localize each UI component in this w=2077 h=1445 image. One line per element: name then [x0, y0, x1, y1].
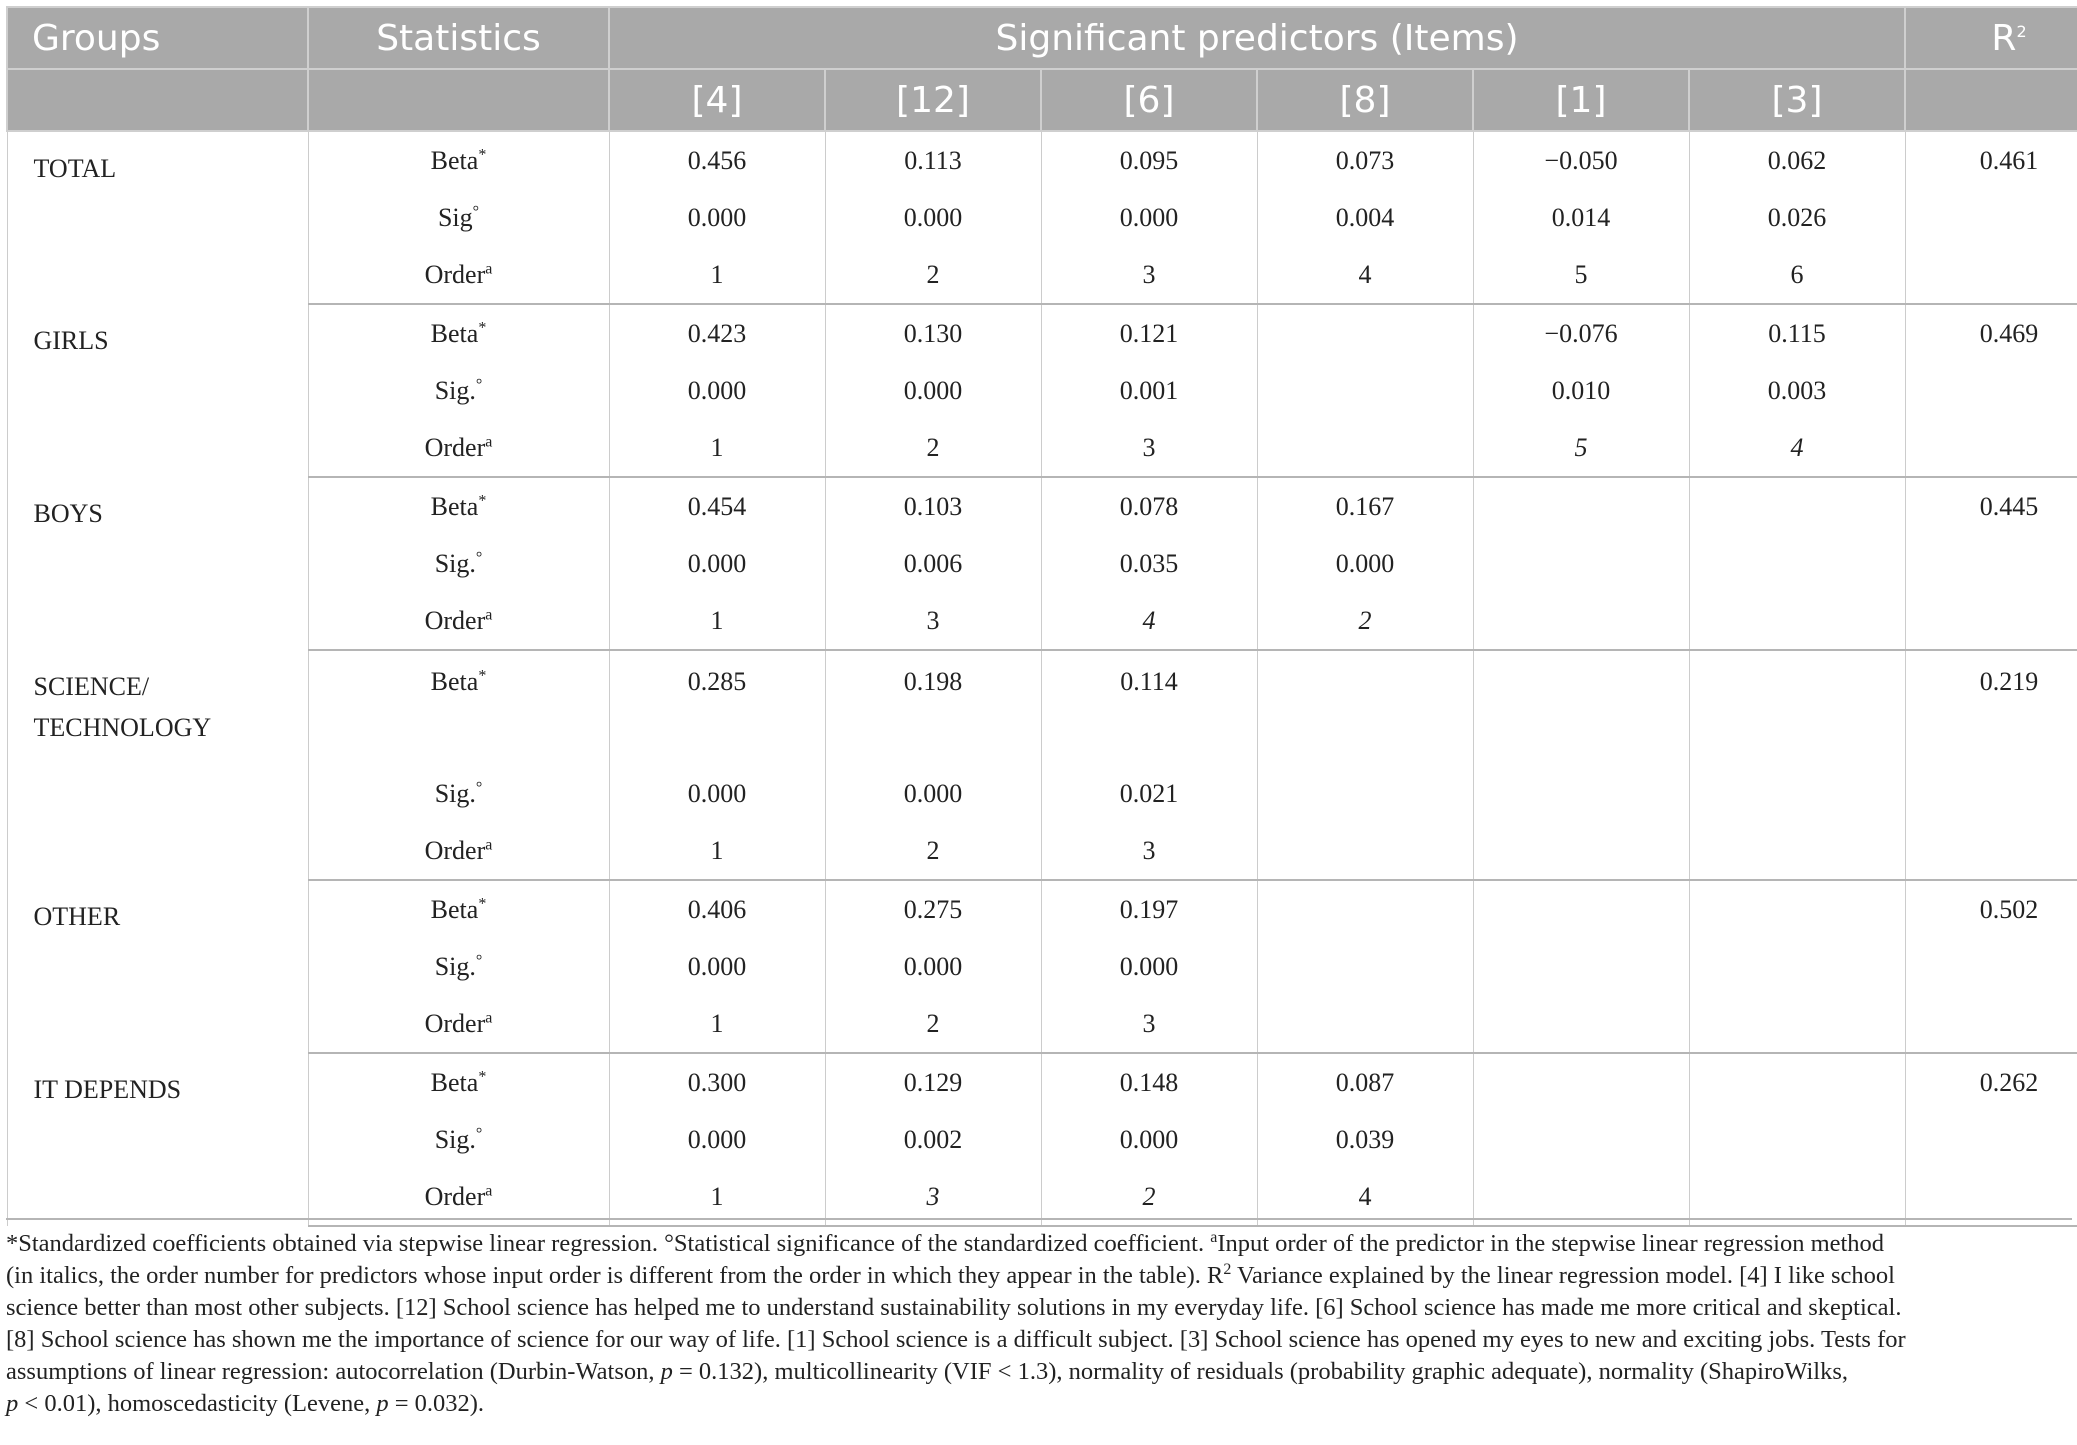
value-cell: 0.000: [1041, 938, 1257, 995]
table-row: [7, 362, 2077, 419]
value-cell: 0.000: [1041, 1111, 1257, 1168]
value-cell: 0.167: [1257, 477, 1473, 535]
value-cell-italic: 2: [1257, 592, 1473, 650]
value-cell: 3: [1041, 419, 1257, 477]
value-cell: 0.454: [609, 477, 825, 535]
value-cell: [1257, 822, 1473, 880]
value-cell: 0.275: [825, 880, 1041, 938]
value-cell: [1473, 938, 1689, 995]
value-cell: 5: [1473, 246, 1689, 304]
value-cell: 3: [1041, 995, 1257, 1053]
header-r2-label: R: [1991, 17, 2017, 59]
table-row: [7, 765, 2077, 822]
value-cell: 6: [1689, 246, 1905, 304]
value-cell-italic: 2: [1041, 1168, 1257, 1226]
value-cell: 0.198: [825, 650, 1041, 765]
regression-table-container: [6, 6, 2072, 1227]
stat-label: Order$^a$: [308, 995, 609, 1053]
r2-empty: [1905, 535, 2077, 592]
r2-value: 0.262: [1905, 1053, 2077, 1111]
r2-empty: [1905, 822, 2077, 880]
header-row-2: [7, 69, 2077, 131]
header-empty-groups: [7, 69, 308, 131]
r2-empty: [1905, 938, 2077, 995]
header-item: [4]: [609, 69, 825, 131]
value-cell: [1689, 938, 1905, 995]
r2-value: 0.461: [1905, 131, 2077, 189]
header-empty-statistics: [308, 69, 609, 131]
footnote-line: *Standardized coefficients obtained via stepwise linear regression. °Statistical significance of the standardized coefficient. $^a$Input order of the predictor in the stepwise linear regression method: [6, 1228, 1885, 1257]
value-cell: 0.026: [1689, 189, 1905, 246]
stat-label: Sig.°: [308, 938, 609, 995]
header-predictors-title: Significant predictors (Items): [609, 7, 1905, 69]
footnote-line: assumptions of linear regression: autocorrelation (Durbin-Watson, p = 0.132), multicollinearity (VIF < 1.3), normality of residuals (probability graphic adequate), normality (ShapiroWilks,: [6, 1358, 1849, 1385]
stat-label: Beta*: [308, 131, 609, 189]
table-row: [7, 650, 2077, 765]
value-cell: 0.001: [1041, 362, 1257, 419]
value-cell-italic: 5: [1473, 419, 1689, 477]
value-cell: 0.406: [609, 880, 825, 938]
footnote-line: science better than most other subjects. [12] School science has helped me to understand sustainability solutions in my everyday life. [6] School science has made me more critical and skeptical.: [6, 1294, 1902, 1321]
value-cell: 0.000: [609, 535, 825, 592]
value-cell: 0.423: [609, 304, 825, 362]
value-cell: [1689, 650, 1905, 765]
value-cell: [1473, 650, 1689, 765]
r2-empty: [1905, 995, 2077, 1053]
value-cell: [1689, 1111, 1905, 1168]
value-cell: 0.000: [825, 189, 1041, 246]
table-row: [7, 1111, 2077, 1168]
value-cell: [1473, 995, 1689, 1053]
stat-label: Order$^a$: [308, 822, 609, 880]
header-item: [1]: [1473, 69, 1689, 131]
value-cell: [1473, 592, 1689, 650]
value-cell: [1257, 362, 1473, 419]
value-cell: [1257, 880, 1473, 938]
value-cell: [1473, 477, 1689, 535]
value-cell: 0.456: [609, 131, 825, 189]
r2-empty: [1905, 246, 2077, 304]
group-label: BOYS: [7, 477, 308, 650]
value-cell: [1689, 592, 1905, 650]
group-label: IT DEPENDS: [7, 1053, 308, 1226]
value-cell: [1473, 1111, 1689, 1168]
r2-empty: [1905, 765, 2077, 822]
value-cell: 0.035: [1041, 535, 1257, 592]
value-cell: [1689, 880, 1905, 938]
value-cell: [1689, 822, 1905, 880]
table-row: [7, 822, 2077, 880]
group-label: [7, 650, 308, 880]
value-cell: [1473, 535, 1689, 592]
value-cell: 1: [609, 419, 825, 477]
stat-label: Sig°: [308, 189, 609, 246]
r2-value: 0.445: [1905, 477, 2077, 535]
value-cell-italic: 4: [1041, 592, 1257, 650]
group-label-line: TECHNOLOGY: [33, 713, 212, 742]
stat-label: Order$^a$: [308, 246, 609, 304]
value-cell: 0.014: [1473, 189, 1689, 246]
group-label: GIRLS: [7, 304, 308, 477]
value-cell: [1257, 304, 1473, 362]
r2-empty: [1905, 1111, 2077, 1168]
header-row-1: [7, 7, 2077, 69]
value-cell: 1: [609, 246, 825, 304]
value-cell: 2: [825, 246, 1041, 304]
value-cell: 3: [1041, 822, 1257, 880]
value-cell: [1689, 995, 1905, 1053]
table-row: [7, 592, 2077, 650]
stat-label: Sig.°: [308, 1111, 609, 1168]
value-cell-italic: 3: [825, 1168, 1041, 1226]
stat-label: Order$^a$: [308, 592, 609, 650]
value-cell: 0.300: [609, 1053, 825, 1111]
value-cell: 0.000: [609, 1111, 825, 1168]
table-row: [7, 1053, 2077, 1111]
table-row: [7, 535, 2077, 592]
value-cell: 2: [825, 822, 1041, 880]
header-r2: [1905, 7, 2077, 69]
value-cell: 0.004: [1257, 189, 1473, 246]
footnote-line: p < 0.01), homoscedasticity (Levene, p = 0.032).: [6, 1390, 485, 1417]
value-cell: [1257, 938, 1473, 995]
r2-value: 0.469: [1905, 304, 2077, 362]
r2-empty: [1905, 419, 2077, 477]
value-cell: 0.129: [825, 1053, 1041, 1111]
value-cell: [1689, 765, 1905, 822]
stat-label: Beta*: [308, 1053, 609, 1111]
stat-label: Beta*: [308, 304, 609, 362]
value-cell: [1257, 995, 1473, 1053]
group-label: TOTAL: [7, 131, 308, 304]
value-cell: [1473, 1053, 1689, 1111]
value-cell: 0.130: [825, 304, 1041, 362]
r2-empty: [1905, 362, 2077, 419]
table-footnotes: [6, 1218, 2072, 1420]
value-cell: 0.000: [825, 938, 1041, 995]
table-header: [7, 7, 2077, 131]
value-cell: 2: [825, 995, 1041, 1053]
value-cell: [1473, 822, 1689, 880]
value-cell: [1473, 880, 1689, 938]
value-cell: 0.000: [609, 938, 825, 995]
table-row: [7, 189, 2077, 246]
stat-label: Beta*: [308, 880, 609, 938]
header-r2-sup: 2: [2016, 21, 2027, 41]
table-row: [7, 246, 2077, 304]
value-cell: 1: [609, 995, 825, 1053]
value-cell: [1689, 1053, 1905, 1111]
header-item: [12]: [825, 69, 1041, 131]
value-cell: 4: [1257, 1168, 1473, 1226]
header-item: [6]: [1041, 69, 1257, 131]
value-cell: [1257, 419, 1473, 477]
header-item: [3]: [1689, 69, 1905, 131]
value-cell: 0.000: [825, 362, 1041, 419]
stat-label: Order$^a$: [308, 419, 609, 477]
value-cell: 0.103: [825, 477, 1041, 535]
value-cell: 1: [609, 822, 825, 880]
value-cell: 0.000: [609, 189, 825, 246]
group-label-line: SCIENCE/: [33, 672, 150, 701]
group-label: OTHER: [7, 880, 308, 1053]
table-row: [7, 477, 2077, 535]
header-statistics: Statistics: [308, 7, 609, 69]
value-cell: −0.076: [1473, 304, 1689, 362]
header-empty-r2: [1905, 69, 2077, 131]
table-row: [7, 880, 2077, 938]
r2-value: 0.502: [1905, 880, 2077, 938]
value-cell: 0.062: [1689, 131, 1905, 189]
value-cell: 0.002: [825, 1111, 1041, 1168]
value-cell: 0.114: [1041, 650, 1257, 765]
value-cell: 0.039: [1257, 1111, 1473, 1168]
value-cell: 2: [825, 419, 1041, 477]
table-row: [7, 938, 2077, 995]
value-cell: 0.115: [1689, 304, 1905, 362]
table-row: [7, 131, 2077, 189]
value-cell: 0.000: [1041, 189, 1257, 246]
stat-label: Sig.°: [308, 535, 609, 592]
value-cell: 0.021: [1041, 765, 1257, 822]
value-cell: 0.073: [1257, 131, 1473, 189]
stat-label: Order$^a$: [308, 1168, 609, 1226]
value-cell: 0.121: [1041, 304, 1257, 362]
r2-empty: [1905, 189, 2077, 246]
value-cell: 0.000: [1257, 535, 1473, 592]
value-cell: 3: [1041, 246, 1257, 304]
table-row: [7, 304, 2077, 362]
value-cell: 1: [609, 592, 825, 650]
regression-table: [6, 6, 2077, 1227]
value-cell: 0.078: [1041, 477, 1257, 535]
table-row: [7, 419, 2077, 477]
stat-label: Sig.°: [308, 362, 609, 419]
value-cell: 0.000: [609, 765, 825, 822]
value-cell: 3: [825, 592, 1041, 650]
value-cell: 1: [609, 1168, 825, 1226]
value-cell: [1689, 477, 1905, 535]
value-cell: 0.003: [1689, 362, 1905, 419]
value-cell: 4: [1257, 246, 1473, 304]
value-cell: 0.006: [825, 535, 1041, 592]
value-cell: [1689, 535, 1905, 592]
value-cell: [1473, 765, 1689, 822]
value-cell: 0.148: [1041, 1053, 1257, 1111]
footnote-line: (in italics, the order number for predictors whose input order is different from the order in which they appear in the table). $R^2$ Variance explained by the linear regression model. [4] I like school: [6, 1260, 1895, 1289]
value-cell: 0.285: [609, 650, 825, 765]
value-cell: [1257, 765, 1473, 822]
footnote-line: [8] School science has shown me the importance of science for our way of life. [1] School science is a difficult subject. [3] School science has opened my eyes to new and exciting jobs. Tests for: [6, 1326, 1906, 1353]
header-item: [8]: [1257, 69, 1473, 131]
value-cell-italic: 4: [1689, 419, 1905, 477]
value-cell: 0.197: [1041, 880, 1257, 938]
value-cell: −0.050: [1473, 131, 1689, 189]
value-cell: 0.010: [1473, 362, 1689, 419]
value-cell: 0.095: [1041, 131, 1257, 189]
table-body: [7, 131, 2077, 1226]
r2-empty: [1905, 592, 2077, 650]
r2-value: 0.219: [1905, 650, 2077, 765]
value-cell: 0.087: [1257, 1053, 1473, 1111]
stat-label: Beta*: [308, 650, 609, 765]
table-row: [7, 995, 2077, 1053]
value-cell: 0.000: [609, 362, 825, 419]
stat-label: Sig.°: [308, 765, 609, 822]
value-cell: 0.113: [825, 131, 1041, 189]
value-cell: 0.000: [825, 765, 1041, 822]
header-groups: Groups: [7, 7, 308, 69]
stat-label: Beta*: [308, 477, 609, 535]
value-cell: [1257, 650, 1473, 765]
